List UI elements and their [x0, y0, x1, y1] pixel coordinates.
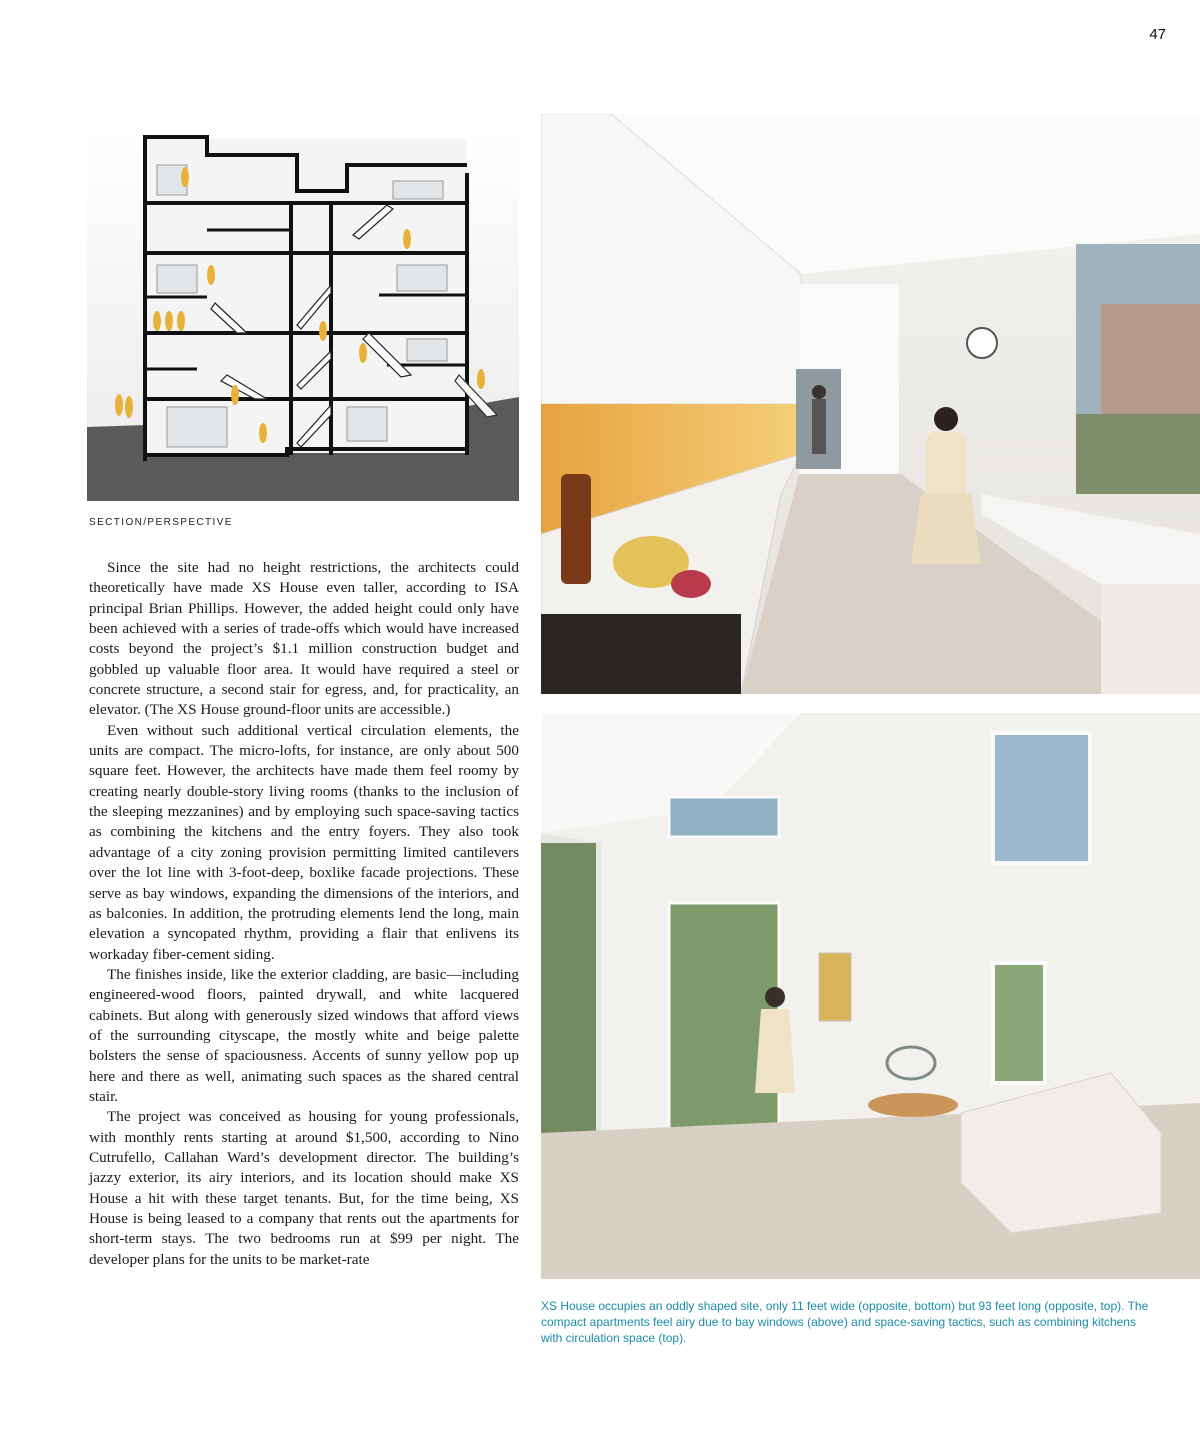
page-number: 47: [1149, 26, 1166, 43]
section-caption: SECTION/PERSPECTIVE: [89, 517, 233, 528]
article-body: [89, 558, 519, 1270]
section-perspective-drawing: [87, 125, 519, 501]
photo-caption: XS House occupies an oddly shaped site, only 11 feet wide (opposite, bottom) but 93 feet long (opposite, top). The compact apartments feel airy due to bay windows (above) and space-saving tactics, such as combining kitchens with circulation space (top).: [541, 1299, 1149, 1345]
paragraph: Since the site had no height restrictions, the architects could theoretically have made XS House even taller, according to ISA principal Brian Phillips. However, the added height could only have been achieved with a series of trade-offs which would have increased costs beyond the project’s $1.1 million construction budget and gobbled up valuable floor area. It would have required a steel or concrete structure, a second stair for egress, and, for practicality, an elevator. (The XS House ground-floor units are accessible.): [89, 559, 519, 719]
living-room-photo: [541, 713, 1200, 1279]
paragraph: Even without such additional vertical circulation elements, the units are compact. The micro-lofts, for instance, are only about 500 square feet. However, the architects have made them feel roomy by creating nearly double-story living rooms (thanks to the inclusion of the sleeping mezzanines) and by employing such space-saving tactics as combining the kitchens and the entry foyers. They also took advantage of a city zoning provision permitting limited cantilevers over the lot line with 3-foot-deep, boxlike facade projections. These serve as bay windows, expanding the dimensions of the interiors, and as balconies. In addition, the protruding elements lend the long, main elevation a syncopated rhythm, providing a flair that enlivens its workaday fiber-cement siding.: [89, 721, 519, 963]
kitchen-photo: [541, 114, 1200, 694]
paragraph: The finishes inside, like the exterior cladding, are basic—including engineered-wood floors, painted drywall, and white lacquered cabinets. But along with generously sized windows that afford views of the surrounding cityscape, the mostly white and beige palette bolsters the sense of spaciousness. Accents of sunny yellow pop up here and there as well, animating such spaces as the shared central stair.: [89, 965, 519, 1105]
paragraph: The project was conceived as housing for young professionals, with monthly rents starting at around $1,500, according to Nino Cutrufello, Callahan Ward’s development director. The building’s jazzy exterior, its airy interiors, and its location should make XS House a hit with these target tenants. But, for the time being, XS House is being leased to a company that rents out the apartments for short-term stays. The two bedrooms run at $99 per night. The developer plans for the units to be market-rate: [89, 1108, 519, 1268]
section-drawing-svg: [87, 125, 519, 501]
